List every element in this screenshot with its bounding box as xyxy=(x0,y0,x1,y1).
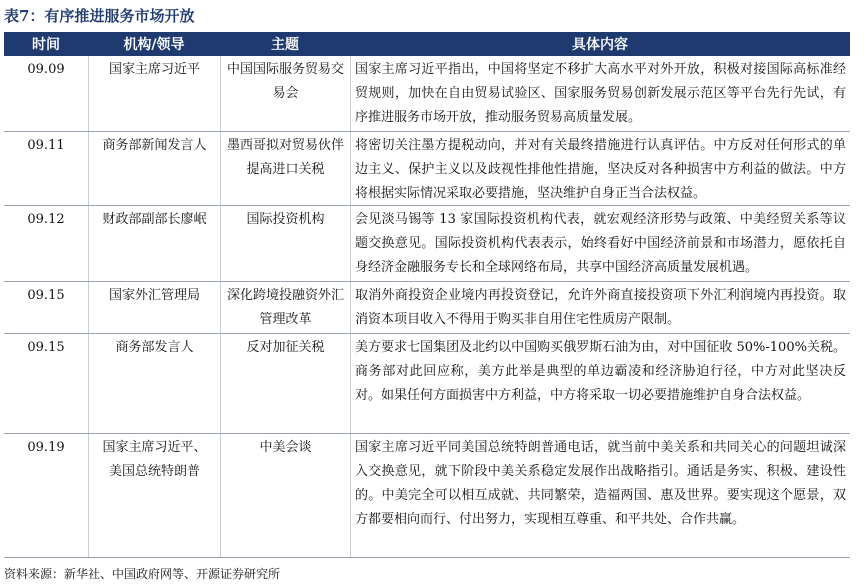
row-org: 商务部新闻发言人 xyxy=(88,132,220,205)
header-org: 机构/领导 xyxy=(123,37,185,53)
row-org: 国家主席习近平 xyxy=(88,56,220,131)
row-content: 会见淡马锡等 13 家国际投资机构代表，就宏观经济形势与政策、中美经贸关系等议题交换意见。国际投资机构代表表示，始终看好中国经济前景和市场潜力，愿依托自身经济金融服务专长和全球网络布局，共享中国经济高质量发展机遇。 xyxy=(350,206,850,281)
row-org: 国家外汇管理局 xyxy=(88,282,220,333)
row-date: 09.19 xyxy=(27,440,65,455)
row-content: 取消外商投资企业境内再投资登记，允许外商直接投资项下外汇利润境内再投资。取消资本项目收入不得用于购买非自用住宅性质房产限制。 xyxy=(350,282,850,333)
table-row xyxy=(4,282,850,334)
row-topic: 墨西哥拟对贸易伙伴提高进口关税 xyxy=(220,132,350,205)
row-topic: 反对加征关税 xyxy=(220,334,350,433)
header-content: 具体内容 xyxy=(572,37,628,53)
row-date: 09.11 xyxy=(27,138,65,153)
row-content: 国家主席习近平指出，中国将坚定不移扩大高水平对外开放，积极对接国际高标准经贸规则，加快在自由贸易试验区、国家服务贸易创新发展示范区等平台先行先试，有序推进服务市场开放，推动服务贸易高质量发展。 xyxy=(350,56,850,131)
header-topic: 主题 xyxy=(271,37,299,53)
row-date: 09.12 xyxy=(27,212,65,227)
row-content: 美方要求七国集团及北约以中国购买俄罗斯石油为由，对中国征收 50%-100%关税。商务部对此回应称，美方此举是典型的单边霸凌和经济胁迫行径，中方对此坚决反对。如果任何方面损害中方利益，中方将采取一切必要措施维护自身合法权益。 xyxy=(350,334,850,433)
row-date: 09.09 xyxy=(27,62,65,77)
row-date: 09.15 xyxy=(27,340,65,355)
row-content: 将密切关注墨方提税动向，并对有关最终措施进行认真评估。中方反对任何形式的单边主义、保护主义以及歧视性排他性措施，坚决反对各种损害中方利益的做法。中方将根据实际情况采取必要措施，坚决维护自身正当合法权益。 xyxy=(350,132,850,205)
table-title: 表7：有序推进服务市场开放 xyxy=(4,7,195,25)
row-org: 商务部发言人 xyxy=(88,334,220,433)
table-row xyxy=(4,132,850,206)
table-row xyxy=(4,56,850,132)
row-org: 国家主席习近平、美国总统特朗普 xyxy=(88,434,220,557)
policy-table xyxy=(4,32,850,558)
table-row xyxy=(4,334,850,434)
row-topic: 中美会谈 xyxy=(220,434,350,557)
row-topic: 国际投资机构 xyxy=(220,206,350,281)
table-row xyxy=(4,434,850,558)
table-header xyxy=(4,32,850,56)
row-org: 财政部副部长廖岷 xyxy=(88,206,220,281)
table-row xyxy=(4,206,850,282)
row-content: 国家主席习近平同美国总统特朗普通电话，就当前中美关系和共同关心的问题坦诚深入交换意见，就下阶段中美关系稳定发展作出战略指引。通话是务实、积极、建设性的。中美完全可以相互成就、共同繁荣，造福两国、惠及世界。要实现这个愿景，双方都要相向而行、付出努力，实现相互尊重、和平共处、合作共赢。 xyxy=(350,434,850,557)
row-topic: 中国国际服务贸易交易会 xyxy=(220,56,350,131)
source-note: 资料来源：新华社、中国政府网等、开源证券研究所 xyxy=(4,567,281,581)
header-date: 时间 xyxy=(32,37,60,53)
row-topic: 深化跨境投融资外汇管理改革 xyxy=(220,282,350,333)
row-date: 09.15 xyxy=(27,288,65,303)
